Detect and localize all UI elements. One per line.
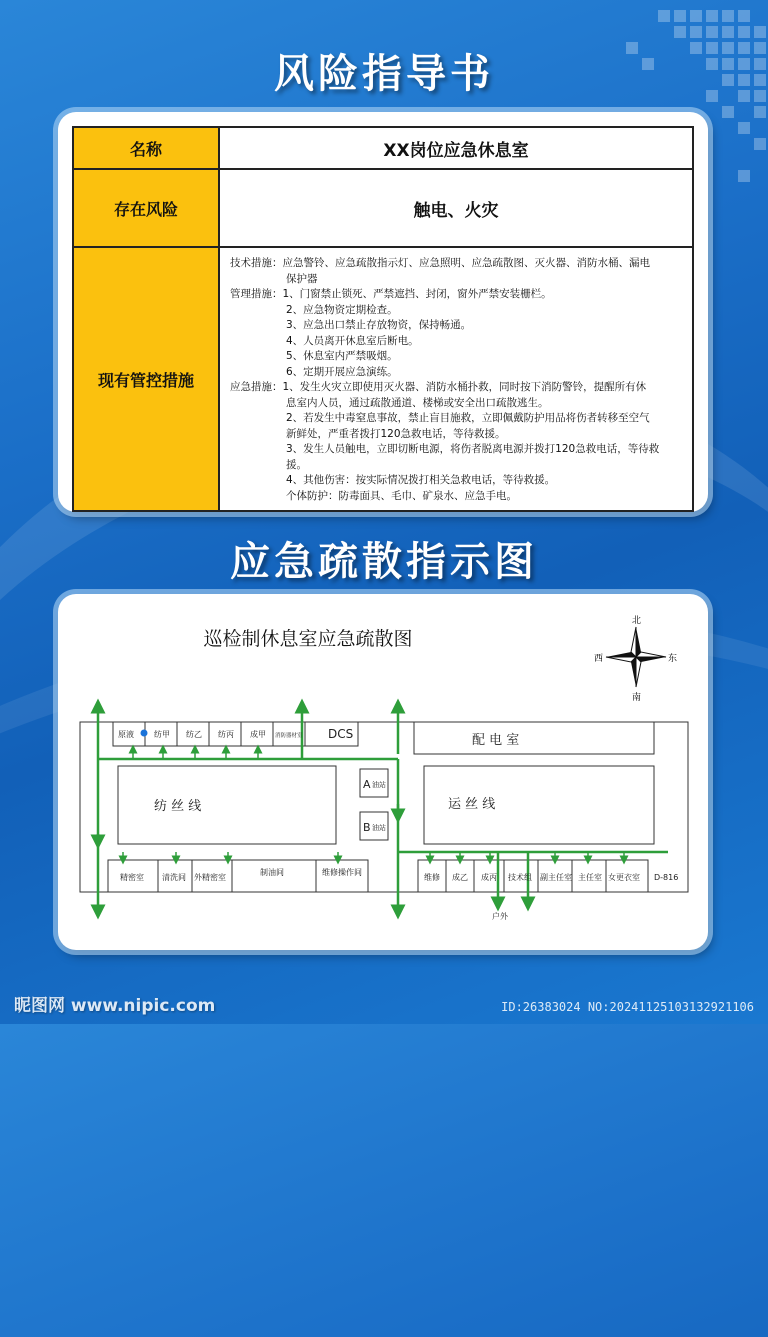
name-value: XX岗位应急休息室 — [219, 127, 693, 169]
emerg-line-4: 新鲜处，严重者拨打120急救电话，等待救援。 — [286, 427, 506, 440]
room-label: D-816 — [654, 873, 679, 882]
measures-text — [219, 247, 693, 511]
room-label: 成乙 — [452, 873, 468, 882]
room-label: 女更衣室 — [608, 873, 640, 882]
room-label: 维修操作间 — [322, 868, 362, 877]
compass-w: 西 — [594, 654, 604, 664]
power-room-label: 配 电 室 — [472, 733, 520, 748]
room-label: DCS — [328, 727, 354, 741]
mgmt-line-6: 6、定期开展应急演练。 — [286, 365, 398, 378]
emerg-line-5: 3、发生人员触电，立即切断电源，将伤者脱离电源并拨打120急救电话，等待救 — [286, 443, 660, 455]
room-label: 成甲 — [250, 730, 266, 739]
section-title: 应急疏散指示图 — [230, 539, 538, 585]
spin-line-area — [118, 766, 336, 844]
room-label: 副主任室 — [540, 873, 572, 882]
oil-a-letter: A — [363, 778, 371, 791]
outdoor-label: 户外 — [492, 912, 508, 921]
mgmt-line-3: 3、应急出口禁止存放物资，保持畅通。 — [286, 319, 472, 331]
room-label: 原液 — [118, 730, 134, 739]
room-label: 清洗间 — [162, 873, 186, 882]
oil-a-label: 油站 — [372, 781, 386, 789]
compass-icon — [594, 614, 677, 703]
room-label: 主任室 — [578, 873, 602, 882]
image-id: ID:26383024 NO:20241125103132921106 — [501, 1000, 754, 1014]
risk-label: 存在风险 — [73, 169, 219, 247]
room-label: 成丙 — [481, 873, 497, 882]
room-label: 精密室 — [120, 873, 144, 882]
measures-label: 现有管控措施 — [73, 247, 219, 511]
compass-e: 东 — [668, 654, 678, 664]
name-label: 名称 — [73, 127, 219, 169]
oil-b-letter: B — [363, 821, 371, 834]
site-watermark: 昵图网 www.nipic.com — [14, 996, 216, 1016]
mgmt-line-5: 5、休息室内严禁吸烟。 — [286, 350, 398, 362]
mgmt-line-4: 4、人员离开休息室后断电。 — [286, 334, 419, 347]
risk-panel — [58, 112, 708, 512]
tech-line-1: 技术措施：应急警铃、应急疏散指示灯、应急照明、应急疏散图、灭火器、消防水桶、漏电 — [230, 257, 650, 269]
map-title: 巡检制休息室应急疏散图 — [203, 628, 413, 650]
room-label: 消防器材室 — [275, 733, 303, 739]
emerg-line-6: 援。 — [286, 458, 307, 471]
page-title: 风险指导书 — [274, 51, 494, 97]
room-label: 技术组 — [508, 873, 532, 882]
mgmt-line-2: 2、应急物资定期检查。 — [286, 303, 398, 316]
tech-line-2: 保护器 — [286, 272, 318, 285]
mgmt-line-1: 管理措施：1、门窗禁止锁死、严禁遮挡、封闭，窗外严禁安装栅栏。 — [230, 288, 552, 300]
evacuation-map — [58, 594, 708, 950]
risk-table — [72, 126, 694, 512]
emerg-line-3: 2、若发生中毒窒息事故，禁止盲目施救，立即佩戴防护用品将伤者转移至空气 — [286, 412, 650, 424]
room-label: 维修 — [424, 873, 440, 882]
room-label: 外精密室 — [194, 873, 226, 882]
risk-value: 触电、火灾 — [219, 169, 693, 247]
room-label: 纺丙 — [218, 730, 234, 739]
oil-b-label: 油站 — [372, 824, 386, 832]
room-label: 纺甲 — [154, 730, 170, 739]
emerg-line-1: 应急措施：1、发生火灾立即使用灭火器、消防水桶扑救，同时按下消防警铃，提醒所有休 — [230, 381, 647, 393]
evacuation-panel — [58, 594, 708, 950]
room-label: 纺乙 — [186, 730, 202, 739]
location-dot-icon — [141, 730, 148, 737]
emerg-line-8: 个体防护：防毒面具、毛巾、矿泉水、应急手电。 — [286, 489, 517, 502]
compass-n: 北 — [632, 616, 642, 626]
power-room — [414, 722, 654, 754]
compass-s: 南 — [632, 693, 642, 703]
room-label: 制油间 — [260, 868, 284, 877]
transport-line-label: 运 丝 线 — [448, 797, 496, 812]
spin-line-label: 纺 丝 线 — [154, 799, 202, 814]
emerg-line-2: 息室内人员，通过疏散通道、楼梯或安全出口疏散逃生。 — [286, 396, 549, 409]
emerg-line-7: 4、其他伤害：按实际情况拨打相关急救电话，等待救援。 — [286, 474, 556, 486]
